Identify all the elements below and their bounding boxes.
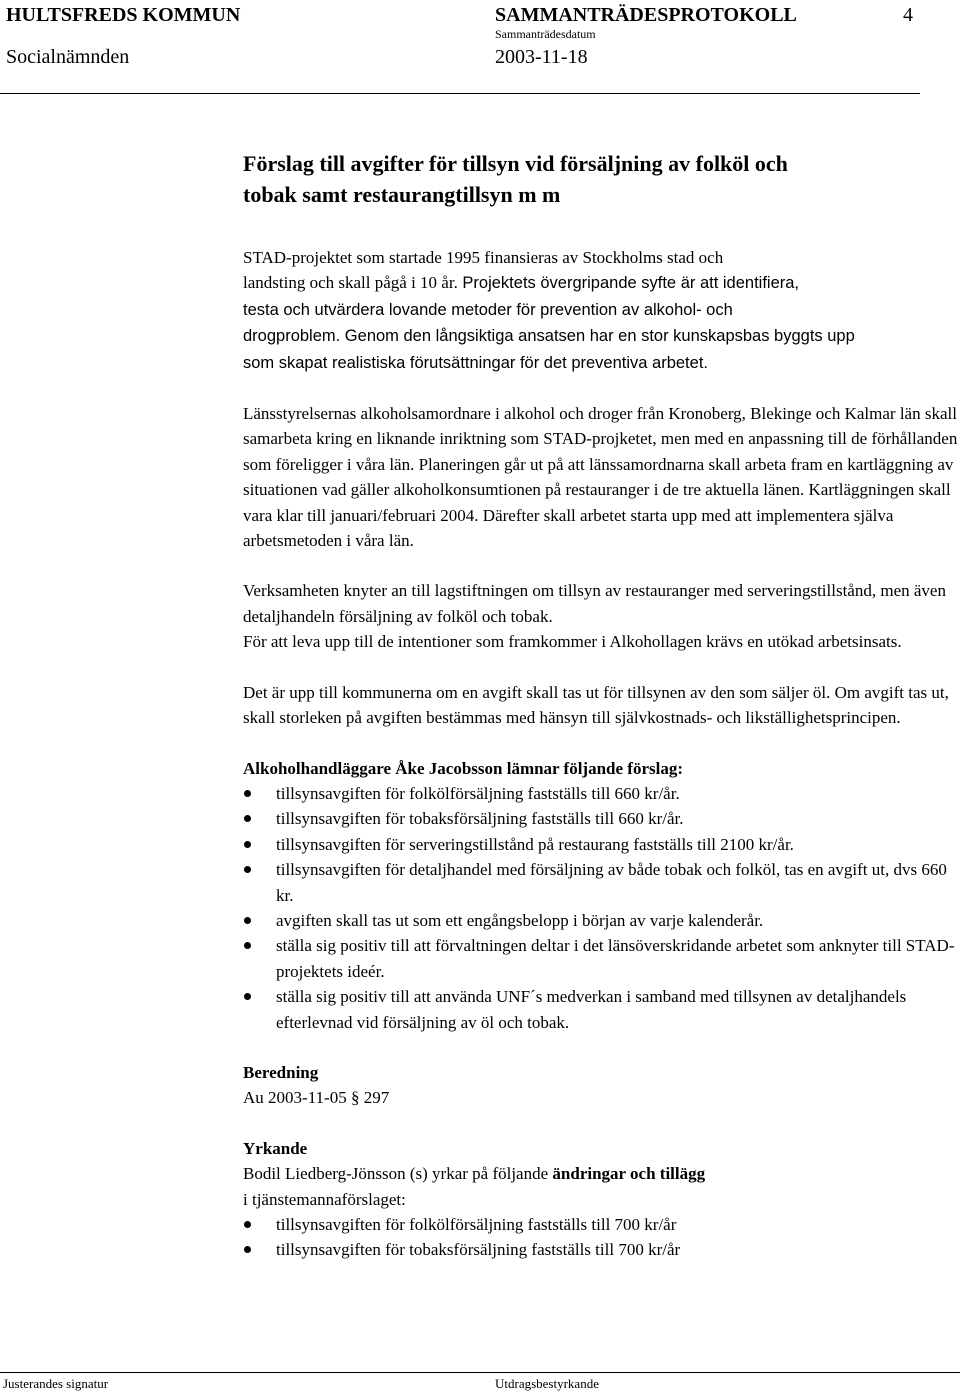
p1-sans-c: drogproblem. Genom den långsiktiga ansatsen har en stor kunskapsbas byggts upp <box>243 327 855 346</box>
list-item <box>243 806 959 831</box>
footer-divider <box>0 1372 960 1373</box>
yrkande-text <box>243 1161 959 1212</box>
list-item <box>243 781 959 806</box>
proposal-heading: Alkoholhandläggare Åke Jacobsson lämnar följande förslag: <box>243 758 683 778</box>
list-item-text: tillsynsavgiften för serveringstillstånd på restaurang fastställs till 2100 kr/år. <box>276 834 794 854</box>
meeting-date-label: Sammanträdesdatum <box>495 27 596 41</box>
committee-name: Socialnämnden <box>6 46 130 68</box>
yrkande-text-bold: ändringar och tillägg <box>552 1164 706 1184</box>
paragraph-stad-project <box>243 245 959 376</box>
bullet-icon <box>244 1246 251 1253</box>
signature-label: Justerandes signatur <box>3 1376 109 1391</box>
list-item-text: ställa sig positiv till att använda UNF´s medverkan i samband med tillsynen av detaljhandels efterlevnad vid försäljning av öl och tobak. <box>276 987 907 1032</box>
p1-line-2: landsting och skall pågå i 10 år. <box>243 273 458 293</box>
bullet-icon <box>244 942 251 949</box>
list-item-text: tillsynsavgiften för folkölförsäljning fastställs till 700 kr/år <box>276 1215 677 1234</box>
p1-sans-d: som skapat realistiska förutsättningar för det preventiva arbetet. <box>243 353 708 372</box>
document-body <box>243 148 959 1263</box>
paragraph-county-coordinators: Länsstyrelsernas alkoholsamordnare i alkohol och droger från Kronoberg, Blekinge och Kalmar län skall samarbeta kring en liknande inriktning som STAD-projketet, men med en anpassning till de förhållanden som föreligger i våra län. Planeringen går ut på att länssamordnarna skall arbeta fram en kartläggning av situationen vad gäller alkoholkonsumtionen på restauranger i de tre aktuella länen. Kartläggningen skall vara klar till januari/februari 2004. Därefter skall arbetet starta upp med att implementera själva arbetsmetoden i våra län. <box>243 404 958 551</box>
bullet-icon <box>244 841 251 848</box>
yrkande-heading: Yrkande <box>243 1138 308 1158</box>
bullet-icon <box>244 993 251 1000</box>
yrkande-text-a: Bodil Liedberg-Jönsson (s) yrkar på följande <box>243 1164 553 1184</box>
bullet-icon <box>244 866 251 873</box>
list-item-text: tillsynsavgiften för tobaksförsäljning fastställs till 660 kr/år. <box>276 809 684 829</box>
bullet-icon <box>244 790 251 797</box>
list-item-text: tillsynsavgiften för detaljhandel med försäljning av både tobak och folköl, tas en avgift ut, dvs 660 kr. <box>276 860 947 905</box>
bullet-icon <box>244 917 251 924</box>
list-item <box>243 908 959 933</box>
page-number: 4 <box>903 4 913 26</box>
list-item <box>243 832 959 857</box>
document-title <box>243 148 959 210</box>
list-item <box>243 1212 959 1237</box>
proposal-list <box>243 781 959 1035</box>
municipality-name: HULTSFREDS KOMMUN <box>6 4 241 26</box>
list-item <box>243 857 959 908</box>
title-line-1: Förslag till avgifter för tillsyn vid försäljning av folköl och <box>243 151 788 176</box>
list-item <box>243 984 959 1035</box>
list-item-text: tillsynsavgiften för tobaksförsäljning fastställs till 700 kr/år <box>276 1240 681 1260</box>
beredning-reference: Au 2003-11-05 § 297 <box>243 1088 390 1108</box>
document-type: SAMMANTRÄDESPROTOKOLL <box>495 4 797 26</box>
p3-part-b: För att leva upp till de intentioner som framkommer i Alkohollagen krävs en utökad arbetsinsats. <box>243 632 902 652</box>
list-item-text: avgiften skall tas ut som ett engångsbelopp i början av varje kalenderår. <box>276 910 764 930</box>
list-item <box>243 933 959 984</box>
bullet-icon <box>244 815 251 822</box>
list-item-text: tillsynsavgiften för folkölförsäljning fastställs till 660 kr/år. <box>276 783 680 803</box>
p1-sans-a: Projektets övergripande syfte är att identifiera, <box>457 274 800 293</box>
paragraph-fee-decision: Det är upp till kommunerna om en avgift skall tas ut för tillsynen av den som säljer öl. Om avgift tas ut, skall storleken på avgiften bestämmas med hänsyn till självkostnads- och likställighetsprincipen. <box>243 682 949 728</box>
bullet-icon <box>244 1221 251 1228</box>
list-item-text: ställa sig positiv till att förvaltningen deltar i det länsöverskridande arbetet som anknyter till STAD-projektets ideér. <box>276 936 955 981</box>
header-divider <box>0 93 920 94</box>
p1-line-1: STAD-projektet som startade 1995 finansieras av Stockholms stad och <box>243 248 724 267</box>
title-line-2: tobak samt restaurangtillsyn m m <box>243 182 561 207</box>
yrkande-text-b: i tjänstemannaförslaget: <box>243 1189 406 1209</box>
beredning-heading: Beredning <box>243 1062 319 1082</box>
list-item <box>243 1237 959 1262</box>
p3-part-a: Verksamheten knyter an till lagstiftningen om tillsyn av restauranger med serveringstillstånd, men även detaljhandeln försäljning av folköl och tobak. <box>243 581 946 626</box>
meeting-date: 2003-11-18 <box>495 46 588 68</box>
p1-sans-b: testa och utvärdera lovande metoder för prevention av alkohol- och <box>243 300 733 319</box>
extract-label: Utdragsbestyrkande <box>495 1376 599 1391</box>
paragraph-supervision <box>243 578 959 654</box>
yrkande-list <box>243 1212 959 1263</box>
